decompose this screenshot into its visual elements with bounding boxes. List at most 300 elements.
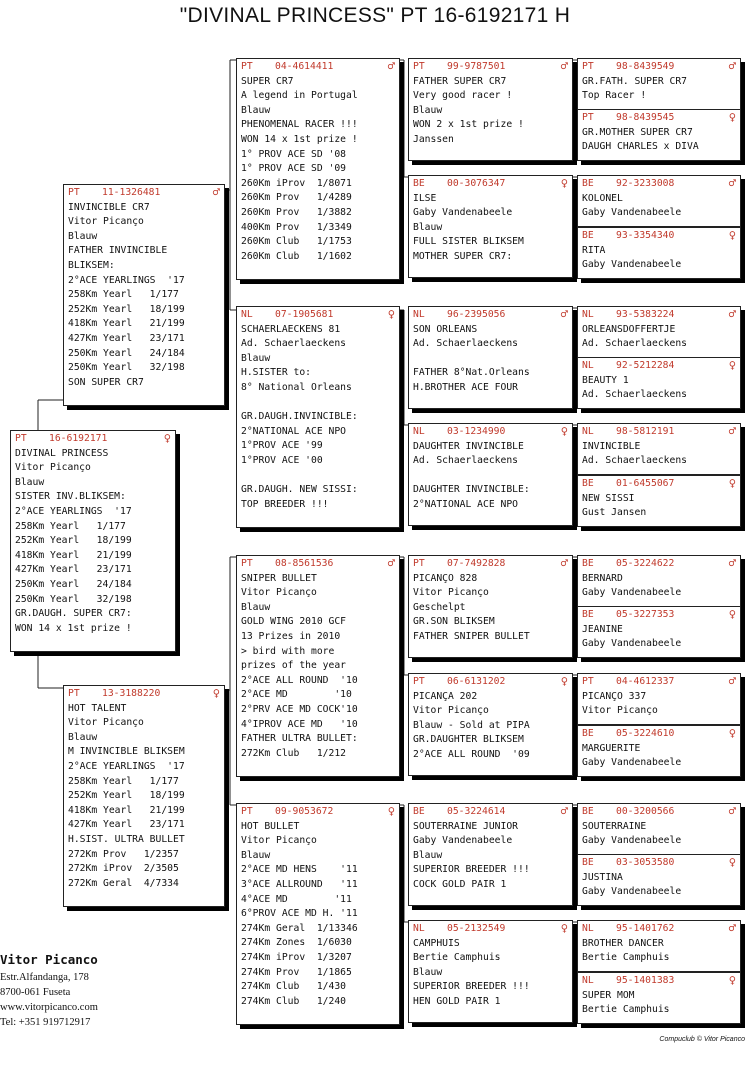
ring-number: 98-8439545 — [616, 112, 675, 123]
bird-info-line: Gaby Vandenabeele — [582, 886, 682, 898]
bird-info-line — [413, 352, 568, 367]
country-code: PT — [413, 558, 425, 569]
bird-info-line: A legend in Portugal — [241, 90, 358, 102]
country-code: BE — [413, 806, 425, 817]
bird-info-line: 6°PROV ACE MD H. '11 — [241, 908, 358, 920]
ring-number: 16-6192171 — [49, 433, 108, 444]
country-code: BE — [582, 178, 594, 189]
bird-info-line: WON 14 x 1st prize ! — [241, 133, 358, 145]
bird-info-line: Vitor Picanço — [241, 587, 317, 599]
bird-info-line: 274Km Zones 1/6030 — [241, 937, 352, 949]
bird-info-line: PICANÇA 202 — [413, 690, 478, 702]
bird-info-line: GR.MOTHER SUPER CR7 — [582, 126, 693, 138]
female-symbol-icon: ♀ — [387, 804, 395, 818]
bird-info-line: 2°ACE ALL ROUND '09 — [413, 748, 530, 760]
ring-number: 07-7492828 — [447, 558, 506, 569]
bird-info-line: Bertie Camphuis — [413, 952, 501, 964]
ring-number: 05-3224614 — [447, 806, 506, 817]
country-code: BE — [582, 478, 594, 489]
bird-info-line: HOT BULLET — [241, 820, 300, 832]
bird-info-line: 418Km Yearl 21/199 — [68, 804, 185, 816]
male-symbol-icon: ♂ — [387, 556, 395, 570]
female-symbol-icon: ♀ — [728, 228, 736, 242]
bird-info-line: 260Km Club 1/1753 — [241, 236, 352, 248]
bird-info-line: Gust Jansen — [582, 507, 647, 519]
bird-info-line: 272Km Club 1/212 — [241, 747, 346, 759]
bird-info-line: 2°ACE YEARLINGS '17 — [68, 274, 185, 286]
bird-ring-header — [413, 675, 568, 690]
country-code: PT — [413, 676, 425, 687]
bird-card — [236, 555, 400, 777]
country-code: NL — [241, 309, 253, 320]
bird-info-line: MOTHER SUPER CR7: — [413, 250, 513, 262]
bird-ring-header — [68, 186, 220, 201]
bird-info-line: Janssen — [413, 133, 454, 145]
bird-card — [577, 972, 741, 1024]
bird-info-line: Vitor Picanço — [413, 587, 489, 599]
bird-card — [577, 725, 741, 777]
female-symbol-icon: ♀ — [728, 607, 736, 621]
ring-number: 95-1401762 — [616, 923, 675, 934]
bird-ring-header — [582, 229, 736, 244]
country-code: PT — [413, 61, 425, 72]
bird-info-line: 250Km Yearl 24/184 — [15, 578, 132, 590]
male-symbol-icon: ♂ — [728, 59, 736, 73]
bird-info-line: DAUGHTER INVINCIBLE — [413, 440, 524, 452]
bird-info-line: Ad. Schaerlaeckens — [582, 338, 687, 350]
bird-info-line: GR.DAUGH. SUPER CR7: — [15, 608, 132, 620]
male-symbol-icon: ♂ — [728, 424, 736, 438]
bird-card — [577, 109, 741, 161]
bird-info-line: PICANÇO 337 — [582, 690, 647, 702]
bird-card — [577, 673, 741, 725]
owner-contact — [0, 952, 230, 1030]
bird-info-line: Blauw — [241, 104, 271, 116]
bird-card — [408, 423, 573, 526]
bird-info-line: Blauw — [15, 476, 45, 488]
bird-info-line: Blauw — [241, 352, 271, 364]
bird-info-line: 274Km Prov 1/1865 — [241, 966, 352, 978]
bird-info-line: 250Km Yearl 32/198 — [15, 593, 132, 605]
bird-info-line: SOUTERRAINE JUNIOR — [413, 820, 518, 832]
bird-info-line: Gaby Vandenabeele — [582, 835, 682, 847]
country-code: PT — [582, 61, 594, 72]
bird-info-line: Gaby Vandenabeele — [582, 207, 682, 219]
bird-card — [236, 58, 400, 280]
bird-info-line: SOUTERRAINE — [582, 820, 647, 832]
country-code: PT — [68, 688, 80, 699]
bird-info-line: 258Km Yearl 1/177 — [68, 289, 179, 301]
ring-number: 03-3053580 — [616, 857, 675, 868]
bird-info-line: 1°PROV ACE '00 — [241, 454, 323, 466]
bird-info-line: Bertie Camphuis — [582, 1004, 670, 1016]
bird-ring-header — [413, 308, 568, 323]
bird-info-line: 274Km iProv 1/3207 — [241, 951, 352, 963]
bird-info-line: Top Racer ! — [582, 90, 647, 102]
bird-ring-header — [582, 359, 736, 374]
bird-info-line: Blauw — [241, 849, 271, 861]
bird-info-line: 3°ACE ALLROUND '11 — [241, 878, 358, 890]
ring-number: 08-8561536 — [275, 558, 334, 569]
bird-info-line: NEW SISSI — [582, 492, 635, 504]
female-symbol-icon: ♀ — [728, 973, 736, 987]
ring-number: 93-3354340 — [616, 230, 675, 241]
bird-info-line: 1° PROV ACE SD '08 — [241, 148, 346, 160]
bird-info-line: GR.FATH. SUPER CR7 — [582, 75, 687, 87]
male-symbol-icon: ♂ — [387, 59, 395, 73]
bird-info-line: WON 14 x 1st prize ! — [15, 622, 132, 634]
bird-info-line: Blauw — [241, 601, 271, 613]
bird-info-line: Vitor Picanço — [68, 717, 144, 729]
bird-info-line: 2°ACE YEARLINGS '17 — [68, 760, 185, 772]
bird-info-line: FATHER 8°Nat.Orleans — [413, 367, 530, 379]
ring-number: 13-3188220 — [102, 688, 161, 699]
bird-info-line: JUSTINA — [582, 871, 623, 883]
bird-info-line: Blauw — [413, 849, 443, 861]
bird-info-line: 1°PROV ACE '99 — [241, 440, 323, 452]
male-symbol-icon: ♂ — [728, 176, 736, 190]
bird-info-line: SNIPER BULLET — [241, 572, 317, 584]
female-symbol-icon: ♀ — [560, 424, 568, 438]
ring-number: 95-1401383 — [616, 975, 675, 986]
country-code: PT — [582, 112, 594, 123]
bird-info-line: 2°ACE MD HENS '11 — [241, 864, 358, 876]
ring-number: 96-2395056 — [447, 309, 506, 320]
bird-card — [577, 423, 741, 475]
female-symbol-icon: ♀ — [560, 921, 568, 935]
bird-info-line: GR.SON BLIKSEM — [413, 616, 495, 628]
female-symbol-icon: ♀ — [212, 686, 220, 700]
bird-info-line: 4°ACE MD '11 — [241, 893, 352, 905]
bird-card — [577, 555, 741, 607]
bird-ring-header — [413, 425, 568, 440]
male-symbol-icon: ♂ — [560, 556, 568, 570]
bird-ring-header — [413, 922, 568, 937]
bird-card — [408, 920, 573, 1023]
bird-info-line: Geschelpt — [413, 601, 466, 613]
bird-info-line: SUPER CR7 — [241, 75, 294, 87]
female-symbol-icon: ♀ — [728, 855, 736, 869]
bird-info-line: 274Km Geral 1/13346 — [241, 922, 358, 934]
bird-card — [408, 58, 573, 161]
male-symbol-icon: ♂ — [560, 804, 568, 818]
bird-card — [408, 803, 573, 906]
ring-number: 09-9053672 — [275, 806, 334, 817]
bird-info-line: 272Km Geral 4/7334 — [68, 877, 179, 889]
male-symbol-icon: ♂ — [728, 804, 736, 818]
bird-info-line: INVINCIBLE CR7 — [68, 201, 150, 213]
bird-ring-header — [582, 425, 736, 440]
bird-ring-header — [413, 557, 568, 572]
bird-ring-header — [241, 557, 395, 572]
ring-number: 05-3224622 — [616, 558, 675, 569]
bird-ring-header — [413, 805, 568, 820]
bird-info-line: SUPER MOM — [582, 989, 635, 1001]
ring-number: 98-5812191 — [616, 426, 675, 437]
ring-number: 05-3227353 — [616, 609, 675, 620]
female-symbol-icon: ♀ — [163, 431, 171, 445]
bird-info-line: SUPERIOR BREEDER !!! — [413, 981, 530, 993]
bird-info-line: 13 Prizes in 2010 — [241, 630, 341, 642]
ring-number: 04-4614411 — [275, 61, 334, 72]
owner-phone: Tel: +351 919712917 — [0, 1017, 91, 1028]
bird-info-line: Vitor Picanço — [413, 705, 489, 717]
bird-info-line: Vitor Picanço — [241, 835, 317, 847]
bird-card — [577, 803, 741, 855]
bird-info-line — [413, 469, 568, 484]
country-code: PT — [241, 806, 253, 817]
bird-info-line: COCK GOLD PAIR 1 — [413, 878, 507, 890]
bird-info-line: MARGUERITE — [582, 742, 641, 754]
bird-info-line: 258Km Yearl 1/177 — [68, 775, 179, 787]
bird-card — [236, 306, 400, 528]
bird-info-line: KOLONEL — [582, 192, 623, 204]
bird-card — [577, 606, 741, 658]
bird-info-line: prizes of the year — [241, 660, 346, 672]
male-symbol-icon: ♂ — [728, 556, 736, 570]
bird-info-line: Gaby Vandenabeele — [582, 757, 682, 769]
bird-ring-header — [582, 675, 736, 690]
bird-info-line: GOLD WING 2010 GCF — [241, 616, 346, 628]
bird-info-line: 2°ACE ALL ROUND '10 — [241, 674, 358, 686]
bird-info-line: BEAUTY 1 — [582, 374, 629, 386]
bird-card — [577, 227, 741, 279]
bird-info-line: HOT TALENT — [68, 702, 127, 714]
bird-info-line: FATHER INVINCIBLE — [68, 245, 168, 257]
bird-info-line: 2°NATIONAL ACE NPO — [413, 498, 518, 510]
bird-info-line: INVINCIBLE — [582, 440, 641, 452]
bird-ring-header — [241, 308, 395, 323]
bird-info-line: SCHAERLAECKENS 81 — [241, 323, 341, 335]
page-title: "DIVINAL PRINCESS" PT 16-6192171 H — [179, 4, 571, 27]
bird-info-line: Vitor Picanço — [15, 462, 91, 474]
country-code: BE — [582, 806, 594, 817]
bird-ring-header — [582, 308, 736, 323]
female-symbol-icon: ♀ — [728, 726, 736, 740]
bird-info-line: Ad. Schaerlaeckens — [413, 455, 518, 467]
bird-info-line: Blauw - Sold at PIPA — [413, 719, 530, 731]
bird-info-line: Vitor Picanço — [68, 216, 144, 228]
country-code: NL — [582, 360, 594, 371]
male-symbol-icon: ♂ — [560, 59, 568, 73]
bird-info-line: DAUGHTER INVINCIBLE: — [413, 484, 530, 496]
bird-info-line: 252Km Yearl 18/199 — [68, 303, 185, 315]
bird-card — [577, 58, 741, 110]
bird-ring-header — [582, 60, 736, 75]
bird-ring-header — [582, 856, 736, 871]
bird-info-line — [241, 469, 395, 484]
bird-info-line: BLIKSEM: — [68, 259, 115, 271]
female-symbol-icon: ♀ — [560, 176, 568, 190]
ring-number: 98-8439549 — [616, 61, 675, 72]
bird-ring-header — [241, 805, 395, 820]
country-code: NL — [413, 923, 425, 934]
bird-info-line: 272Km iProv 2/3505 — [68, 863, 179, 875]
bird-info-line: TOP BREEDER !!! — [241, 498, 329, 510]
bird-info-line: 427Km Yearl 23/171 — [68, 332, 185, 344]
bird-info-line: FULL SISTER BLIKSEM — [413, 236, 524, 248]
bird-ring-header — [582, 805, 736, 820]
bird-info-line: Blauw — [68, 230, 98, 242]
bird-info-line: Gaby Vandenabeele — [413, 835, 513, 847]
ring-number: 92-5212284 — [616, 360, 675, 371]
bird-ring-header — [413, 60, 568, 75]
bird-ring-header — [582, 177, 736, 192]
bird-info-line: 260Km Club 1/1602 — [241, 250, 352, 262]
ring-number: 11-1326481 — [102, 187, 161, 198]
ring-number: 92-3233008 — [616, 178, 675, 189]
male-symbol-icon: ♂ — [728, 307, 736, 321]
female-symbol-icon: ♀ — [560, 674, 568, 688]
bird-info-line: Gaby Vandenabeele — [582, 587, 682, 599]
country-code: BE — [582, 728, 594, 739]
bird-info-line: SON SUPER CR7 — [68, 376, 144, 388]
ring-number: 04-4612337 — [616, 676, 675, 687]
country-code: BE — [582, 230, 594, 241]
bird-info-line: ILSE — [413, 192, 437, 204]
footer-credit: Compuclub © Vitor Picanco — [659, 1036, 745, 1043]
bird-card — [10, 430, 176, 652]
bird-info-line: M INVINCIBLE BLIKSEM — [68, 746, 185, 758]
country-code: PT — [15, 433, 27, 444]
bird-info-line: 2°PRV ACE MD COCK'10 — [241, 703, 358, 715]
ring-number: 99-9787501 — [447, 61, 506, 72]
bird-ring-header — [582, 608, 736, 623]
bird-info-line: 260Km iProv 1/8071 — [241, 177, 352, 189]
bird-info-line: GR.DAUGH.INVINCIBLE: — [241, 411, 358, 423]
bird-ring-header — [413, 177, 568, 192]
bird-card — [577, 920, 741, 972]
bird-info-line: SISTER INV.BLIKSEM: — [15, 491, 126, 503]
bird-card — [408, 306, 573, 409]
country-code: BE — [582, 857, 594, 868]
country-code: PT — [68, 187, 80, 198]
bird-info-line: WON 2 x 1st prize ! — [413, 119, 524, 131]
bird-info-line: CAMPHUIS — [413, 937, 460, 949]
country-code: BE — [582, 558, 594, 569]
bird-info-line: BROTHER DANCER — [582, 937, 664, 949]
bird-info-line: 400Km Prov 1/3349 — [241, 221, 352, 233]
bird-card — [577, 854, 741, 906]
bird-info-line: PICANÇO 828 — [413, 572, 478, 584]
bird-info-line: Ad. Schaerlaeckens — [582, 389, 687, 401]
bird-info-line: Bertie Camphuis — [582, 952, 670, 964]
ring-number: 01-6455067 — [616, 478, 675, 489]
ring-number: 00-3076347 — [447, 178, 506, 189]
country-code: BE — [582, 609, 594, 620]
country-code: BE — [413, 178, 425, 189]
bird-info-line: 418Km Yearl 21/199 — [68, 318, 185, 330]
bird-info-line: Ad. Schaerlaeckens — [582, 455, 687, 467]
bird-info-line: SON ORLEANS — [413, 323, 478, 335]
bird-info-line: FATHER SUPER CR7 — [413, 75, 507, 87]
ring-number: 00-3200566 — [616, 806, 675, 817]
bird-ring-header — [582, 557, 736, 572]
bird-info-line: 4°IPROV ACE MD '10 — [241, 718, 358, 730]
bird-info-line: Blauw — [413, 104, 443, 116]
female-symbol-icon: ♀ — [728, 476, 736, 490]
bird-ring-header — [582, 974, 736, 989]
bird-card — [63, 685, 225, 907]
male-symbol-icon: ♂ — [560, 307, 568, 321]
bird-ring-header — [582, 727, 736, 742]
bird-info-line: FATHER ULTRA BULLET: — [241, 733, 358, 745]
bird-info-line: H.SISTER to: — [241, 367, 311, 379]
female-symbol-icon: ♀ — [728, 110, 736, 124]
bird-info-line: Vitor Picanço — [582, 705, 658, 717]
bird-ring-header — [15, 432, 171, 447]
male-symbol-icon: ♂ — [728, 674, 736, 688]
bird-card — [577, 475, 741, 527]
bird-info-line: DAUGH CHARLES x DIVA — [582, 141, 699, 153]
country-code: NL — [582, 426, 594, 437]
bird-info-line: Blauw — [68, 731, 98, 743]
bird-card — [236, 803, 400, 1025]
bird-card — [63, 184, 225, 406]
bird-info-line: GR.DAUGH. NEW SISSI: — [241, 484, 358, 496]
bird-info-line: 250Km Yearl 24/184 — [68, 347, 185, 359]
male-symbol-icon: ♂ — [728, 921, 736, 935]
bird-info-line: 8° National Orleans — [241, 381, 352, 393]
country-code: NL — [582, 309, 594, 320]
owner-city: 8700-061 Fuseta — [0, 987, 71, 998]
bird-info-line: H.BROTHER ACE FOUR — [413, 381, 518, 393]
owner-address: Estr.Alfandanga, 178 — [0, 972, 89, 983]
country-code: NL — [582, 923, 594, 934]
ring-number: 05-3224610 — [616, 728, 675, 739]
bird-info-line: H.SIST. ULTRA BULLET — [68, 833, 185, 845]
country-code: PT — [582, 676, 594, 687]
bird-info-line: Very good racer ! — [413, 90, 513, 102]
bird-ring-header — [582, 922, 736, 937]
bird-info-line: 250Km Yearl 32/198 — [68, 362, 185, 374]
ring-number: 06-6131202 — [447, 676, 506, 687]
bird-info-line: 1° PROV ACE SD '09 — [241, 163, 346, 175]
bird-info-line: DIVINAL PRINCESS — [15, 447, 109, 459]
bird-info-line: 2°ACE MD '10 — [241, 689, 352, 701]
bird-card — [577, 357, 741, 409]
bird-card — [577, 175, 741, 227]
ring-number: 05-2132549 — [447, 923, 506, 934]
bird-ring-header — [582, 477, 736, 492]
bird-card — [408, 673, 573, 776]
bird-info-line: 260Km Prov 1/4289 — [241, 192, 352, 204]
bird-ring-header — [241, 60, 395, 75]
country-code: NL — [413, 426, 425, 437]
country-code: NL — [413, 309, 425, 320]
bird-info-line: Blauw — [413, 966, 443, 978]
bird-info-line: JEANINE — [582, 623, 623, 635]
bird-info-line: Blauw — [413, 221, 443, 233]
bird-info-line: PHENOMENAL RACER !!! — [241, 119, 358, 131]
bird-info-line: 2°NATIONAL ACE NPO — [241, 425, 346, 437]
bird-info-line: 427Km Yearl 23/171 — [68, 819, 185, 831]
bird-info-line: 260Km Prov 1/3882 — [241, 206, 352, 218]
male-symbol-icon: ♂ — [212, 185, 220, 199]
owner-website[interactable]: www.vitorpicanco.com — [0, 1002, 98, 1013]
country-code: NL — [582, 975, 594, 986]
bird-info-line: 2°ACE YEARLINGS '17 — [15, 505, 132, 517]
female-symbol-icon: ♀ — [387, 307, 395, 321]
bird-info-line: Ad. Schaerlaeckens — [413, 338, 518, 350]
country-code: PT — [241, 61, 253, 72]
bird-ring-header — [68, 687, 220, 702]
female-symbol-icon: ♀ — [728, 358, 736, 372]
bird-info-line: 274Km Club 1/240 — [241, 995, 346, 1007]
bird-ring-header — [582, 111, 736, 126]
bird-info-line: 272Km Prov 1/2357 — [68, 848, 179, 860]
bird-info-line: SUPERIOR BREEDER !!! — [413, 864, 530, 876]
